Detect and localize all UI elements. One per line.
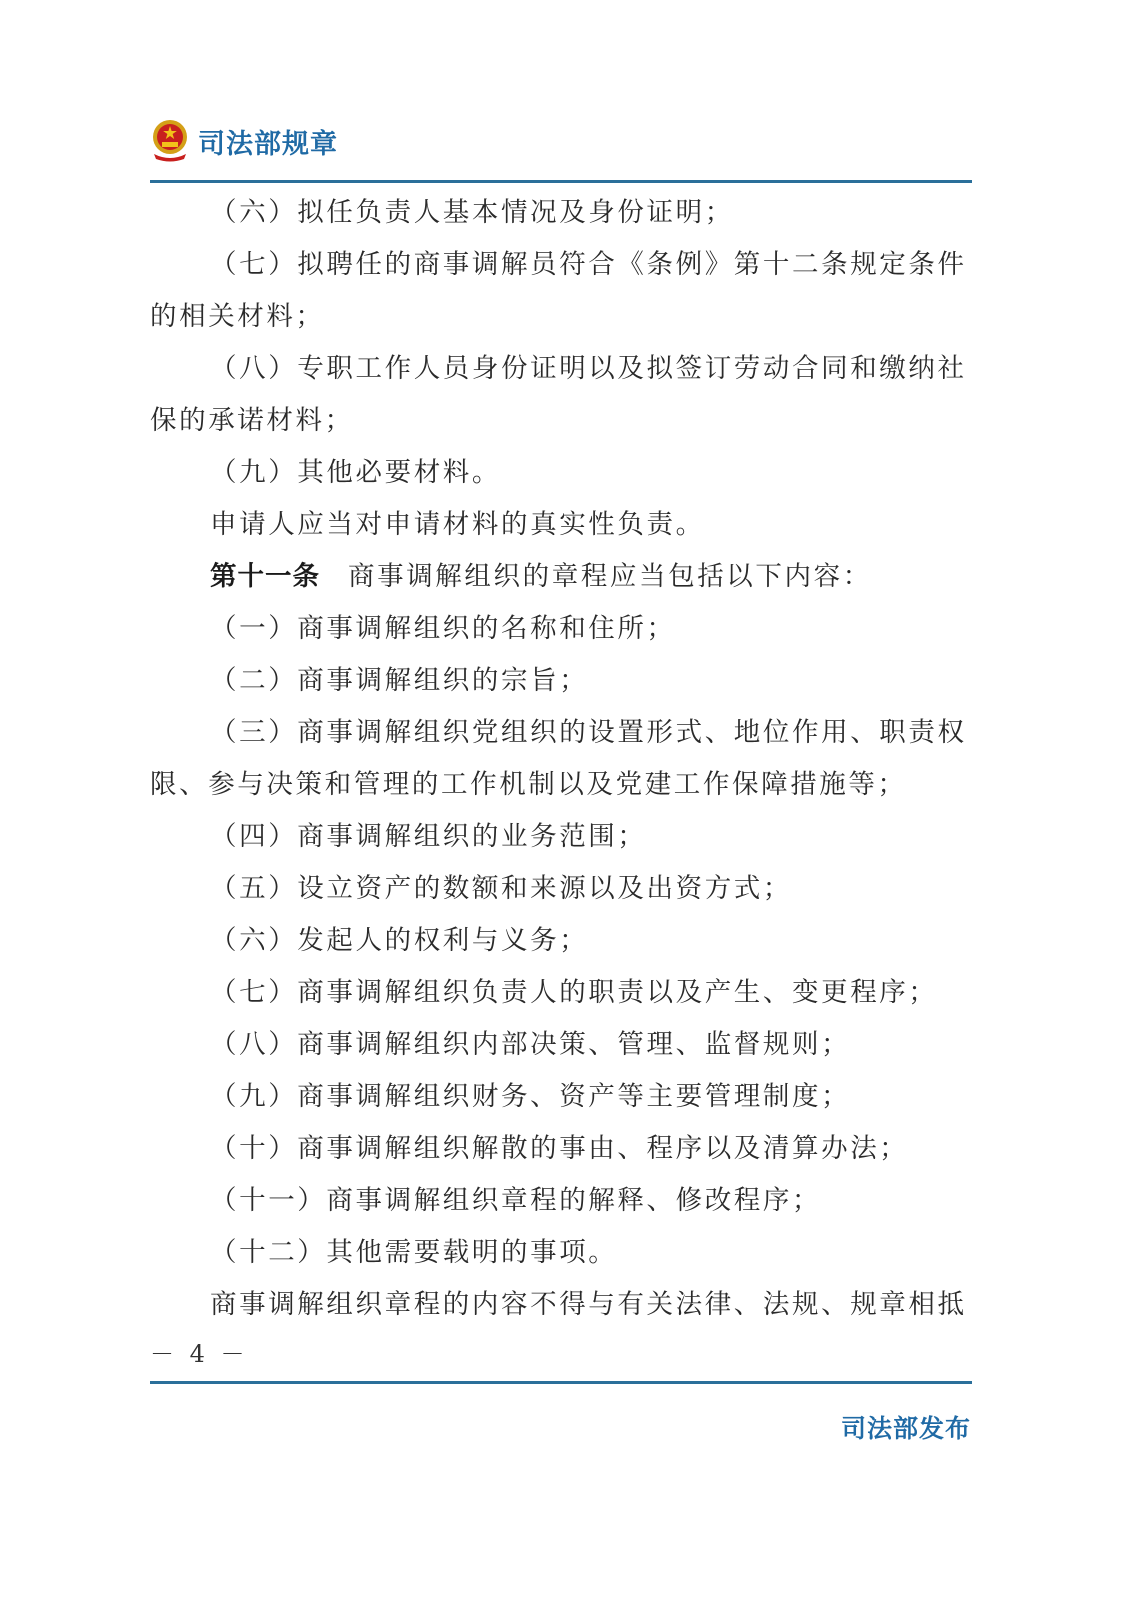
body-line xyxy=(150,187,972,239)
line-text: （五）设立资产的数额和来源以及出资方式； xyxy=(210,873,792,904)
footer-publisher: 司法部发布 xyxy=(840,1414,971,1443)
line-text: （二）商事调解组织的宗旨； xyxy=(210,665,589,696)
line-text: 商事调解组织的章程应当包括以下内容： xyxy=(348,561,872,592)
body-line xyxy=(150,447,972,499)
body-line xyxy=(150,1175,972,1227)
body-line xyxy=(150,395,972,447)
body-line xyxy=(150,707,972,759)
line-text: （九）商事调解组织财务、资产等主要管理制度； xyxy=(210,1081,851,1112)
body-line xyxy=(150,239,972,291)
line-text: （七）拟聘任的商事调解员符合《条例》第十二条规定条件 xyxy=(210,249,967,280)
body-line xyxy=(150,1123,972,1175)
header-title: 司法部规章 xyxy=(198,129,338,160)
body-line xyxy=(150,863,972,915)
national-emblem-icon xyxy=(150,118,190,162)
line-text: （三）商事调解组织党组织的设置形式、地位作用、职责权 xyxy=(210,717,967,748)
line-text: （四）商事调解组织的业务范围； xyxy=(210,821,647,852)
body-line xyxy=(150,811,972,863)
header-divider xyxy=(150,180,972,183)
body-line xyxy=(150,343,972,395)
body-line xyxy=(150,1227,972,1279)
page-header xyxy=(150,118,980,170)
body-line xyxy=(150,759,972,811)
line-text: 商事调解组织章程的内容不得与有关法律、法规、规章相抵 xyxy=(210,1289,967,1320)
page-number: － 4 － xyxy=(150,1340,249,1368)
line-text: （十一）商事调解组织章程的解释、修改程序； xyxy=(210,1185,822,1216)
line-text: （六）发起人的权利与义务； xyxy=(210,925,589,956)
line-text: （八）商事调解组织内部决策、管理、监督规则； xyxy=(210,1029,851,1060)
line-text: 保的承诺材料； xyxy=(150,405,354,436)
article-number: 第十一条 xyxy=(210,561,320,592)
line-text: （一）商事调解组织的名称和住所； xyxy=(210,613,676,644)
body-line xyxy=(150,967,972,1019)
line-text: （九）其他必要材料。 xyxy=(210,457,501,488)
body-line xyxy=(150,1071,972,1123)
line-text: （六）拟任负责人基本情况及身份证明； xyxy=(210,197,734,228)
line-text: （十）商事调解组织解散的事由、程序以及清算办法； xyxy=(210,1133,909,1164)
body-line xyxy=(150,915,972,967)
line-text: 限、参与决策和管理的工作机制以及党建工作保障措施等； xyxy=(150,769,907,800)
body-line xyxy=(150,655,972,707)
line-text: （十二）其他需要载明的事项。 xyxy=(210,1237,618,1268)
line-text: （七）商事调解组织负责人的职责以及产生、变更程序； xyxy=(210,977,938,1008)
body-line xyxy=(150,603,972,655)
line-text: 的相关材料； xyxy=(150,301,325,332)
body-line xyxy=(150,291,972,343)
body-line xyxy=(150,499,972,551)
article-heading-line xyxy=(150,551,972,603)
footer-divider xyxy=(150,1381,972,1384)
line-text: 申请人应当对申请材料的真实性负责。 xyxy=(210,509,705,540)
body-line xyxy=(150,1019,972,1071)
body-line xyxy=(150,1279,972,1331)
document-body xyxy=(150,187,972,1331)
line-text: （八）专职工作人员身份证明以及拟签订劳动合同和缴纳社 xyxy=(210,353,967,384)
